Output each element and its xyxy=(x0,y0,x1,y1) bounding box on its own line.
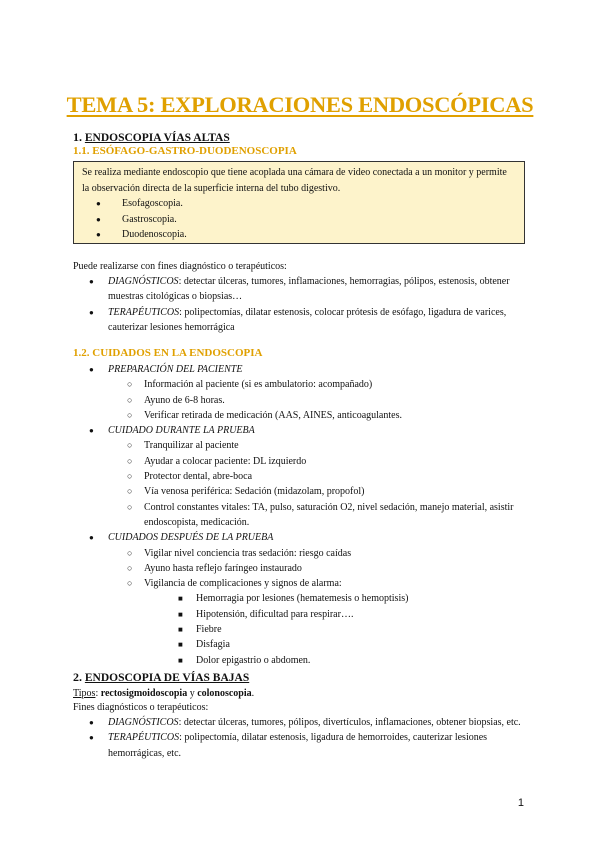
ter-label: TERAPÉUTICOS xyxy=(108,732,180,744)
section2-intro: Fines diagnósticos o terapéuticos: xyxy=(73,702,209,713)
definition-callout xyxy=(73,161,525,244)
section1-number: 1. xyxy=(73,130,82,144)
list-item: ○ Información al paciente (si es ambulatorio: acompañado) xyxy=(108,377,528,392)
during-label: CUIDADO DURANTE LA PRUEBA xyxy=(108,425,255,437)
list-item: ○ Ayuno de 6-8 horas. xyxy=(108,393,528,408)
section2-number: 2. xyxy=(73,670,82,684)
care-group-prep xyxy=(73,362,528,423)
diag-label: DIAGNÓSTICOS xyxy=(108,276,179,287)
diag-text: : detectar úlceras, tumores, inflamaciones, hemorragias, pólipos, estenosis, obtener muestras citológicas o biopsias… xyxy=(108,276,510,303)
type-rectosigmoidoscopia: rectosigmoidoscopia xyxy=(100,688,188,699)
after-sublist xyxy=(108,546,528,668)
after-label: CUIDADOS DESPUÉS DE LA PRUEBA xyxy=(108,532,274,544)
list-item: ○ Vía venosa periférica: Sedación (midazolam, propofol) xyxy=(108,484,528,499)
types-end: . xyxy=(251,688,255,699)
purpose-item xyxy=(73,715,528,730)
type-colonoscopia: colonoscopia xyxy=(197,688,252,699)
care-group-during xyxy=(73,423,528,530)
during-sublist xyxy=(108,438,528,530)
alarm-label: Vigilancia de complicaciones y signos de alarma: xyxy=(144,578,342,590)
page-number: 1 xyxy=(517,797,524,809)
ter-label: TERAPÉUTICOS xyxy=(108,306,180,318)
section1-heading xyxy=(73,130,230,145)
care-list xyxy=(73,362,528,668)
care-group-after xyxy=(73,530,528,668)
list-item: ■ Disfagia xyxy=(144,637,528,652)
callout-item: ● Duodenoscopia. xyxy=(82,227,516,243)
callout-text: Se realiza mediante endoscopio que tiene acoplada una cámara de video conectada a un monitor y permite la observación directa de la superficie interna del tubo digestivo. xyxy=(82,167,507,194)
diag-text: : detectar úlceras, tumores, pólipos, divertículos, inflamaciones, obtener biopsias, etc. xyxy=(178,717,521,728)
list-item: ○ Vigilar nivel conciencia tras sedación: riesgo caídas xyxy=(108,546,528,561)
section2-types xyxy=(73,686,528,701)
diag-label: DIAGNÓSTICOS xyxy=(108,717,179,728)
list-item: ■ Hemorragia por lesiones (hematemesis o hemoptisis) xyxy=(144,591,528,606)
list-item: ○ Verificar retirada de medicación (AAS, AINES, anticoagulantes. xyxy=(108,408,528,423)
callout-item: ● Gastroscopia. xyxy=(82,212,516,228)
subsection-1-1-heading: 1.1. ESÓFAGO-GASTRO-DUODENOSCOPIA xyxy=(73,145,297,157)
alarm-sublist xyxy=(144,591,528,667)
section1-purposes-list xyxy=(73,274,528,335)
purpose-item xyxy=(73,730,528,761)
list-item: ■ Dolor epigastrio o abdomen. xyxy=(144,653,528,668)
list-item: ○ Control constantes vitales: TA, pulso, saturación O2, nivel sedación, manejo material, asistir endoscopista, medicación. xyxy=(108,500,528,531)
ter-text: : polipectomía, dilatar estenosis, ligadura de hemorroides, cauterizar lesiones hemorrágicas, etc. xyxy=(108,732,488,759)
list-item: ■ Hipotensión, dificultad para respirar…. xyxy=(144,607,528,622)
list-item: ○ Tranquilizar al paciente xyxy=(108,438,528,453)
types-and: y xyxy=(187,688,198,699)
callout-item: ● Esofagoscopia. xyxy=(82,196,516,212)
purpose-item xyxy=(73,274,528,305)
ter-text: : polipectomías, dilatar estenosis, colocar prótesis de esófago, ligadura de varices, cauterizar lesiones hemorrágica xyxy=(108,306,507,333)
callout-list xyxy=(82,196,516,243)
subsection-1-2-heading: 1.2. CUIDADOS EN LA ENDOSCOPIA xyxy=(73,347,263,359)
section2-heading xyxy=(73,670,249,685)
list-item: ○ Ayudar a colocar paciente: DL izquierdo xyxy=(108,454,528,469)
list-item: ■ Fiebre xyxy=(144,622,528,637)
purpose-item xyxy=(73,305,528,336)
section1-intro: Puede realizarse con fines diagnóstico o terapéuticos: xyxy=(73,261,287,272)
list-item xyxy=(108,576,528,668)
section2-purposes-list xyxy=(73,715,528,761)
document-title: TEMA 5: EXPLORACIONES ENDOSCÓPICAS xyxy=(66,92,534,117)
section2-heading-text: ENDOSCOPIA DE VÍAS BAJAS xyxy=(84,672,250,684)
types-sep: : xyxy=(95,688,101,699)
prep-label: PREPARACIÓN DEL PACIENTE xyxy=(108,364,243,375)
section1-heading-text: ENDOSCOPIA VÍAS ALTAS xyxy=(84,132,230,144)
list-item: ○ Ayuno hasta reflejo faríngeo instaurado xyxy=(108,561,528,576)
prep-sublist xyxy=(108,377,528,423)
types-label: Tipos xyxy=(73,688,96,699)
list-item: ○ Protector dental, abre-boca xyxy=(108,469,528,484)
